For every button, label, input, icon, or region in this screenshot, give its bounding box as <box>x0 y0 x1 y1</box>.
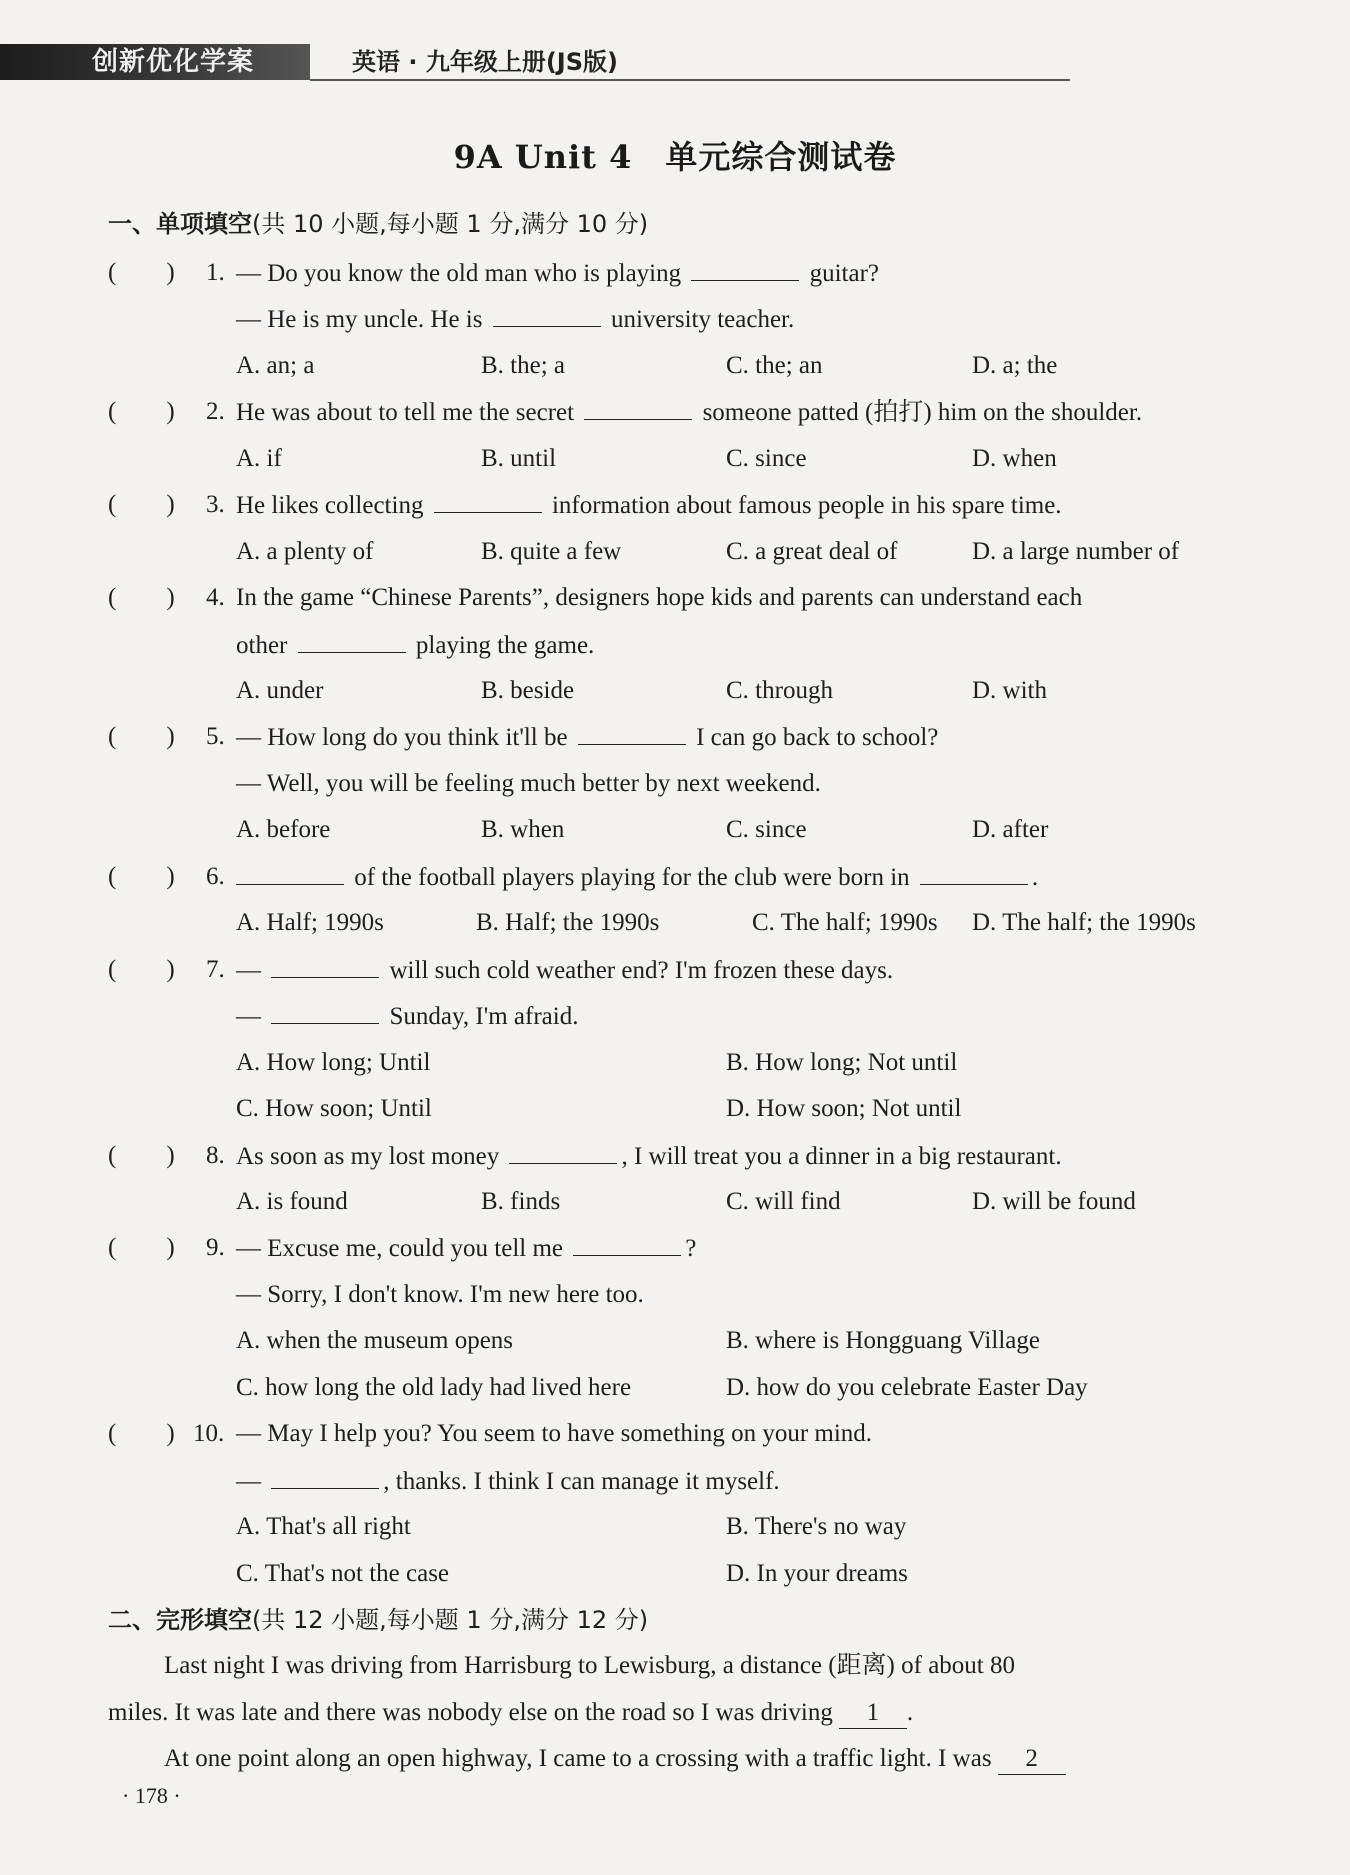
answer-blank[interactable] <box>434 488 542 513</box>
question-10-line-2 <box>236 1464 780 1499</box>
option-d[interactable]: D. after <box>972 816 1049 843</box>
passage-text: . <box>906 1699 914 1726</box>
answer-blank[interactable] <box>691 256 799 281</box>
question-text: university teacher. <box>604 306 795 333</box>
option-a[interactable]: A. a plenty of <box>236 538 374 565</box>
answer-blank[interactable] <box>509 1139 617 1164</box>
question-text: Sunday, I'm afraid. <box>383 1003 579 1030</box>
option-a[interactable]: A. when the museum opens <box>236 1327 514 1354</box>
passage-line-3 <box>164 1742 1066 1776</box>
option-d[interactable]: D. a large number of <box>972 538 1180 565</box>
question-number: 9. <box>206 1234 225 1261</box>
answer-blank[interactable] <box>271 999 379 1024</box>
question-7-line-2 <box>236 999 578 1034</box>
question-number: 1. <box>206 259 225 286</box>
option-a[interactable]: A. under <box>236 677 324 704</box>
option-d[interactable]: D. How soon; Not until <box>726 1095 962 1122</box>
question-1-line-1 <box>236 256 879 291</box>
option-c[interactable]: C. will find <box>726 1188 841 1215</box>
question-text: ? <box>685 1235 697 1262</box>
option-b[interactable]: B. when <box>481 816 565 843</box>
question-text: playing the game. <box>409 632 595 659</box>
page-title: 9A Unit 4 单元综合测试卷 <box>453 138 897 176</box>
option-b[interactable]: B. the; a <box>481 352 566 379</box>
option-d[interactable]: D. when <box>972 445 1057 472</box>
option-c[interactable]: C. the; an <box>726 352 823 379</box>
option-d[interactable]: D. how do you celebrate Easter Day <box>726 1374 1088 1401</box>
question-text: He was about to tell me the secret <box>236 399 581 426</box>
question-9-line-1 <box>236 1231 696 1266</box>
option-a[interactable]: A. an; a <box>236 352 315 379</box>
question-8-line-1 <box>236 1139 1062 1174</box>
question-number: 10. <box>193 1420 225 1447</box>
option-a[interactable]: A. if <box>236 445 282 472</box>
question-5-line-2: — Well, you will be feeling much better by next weekend. <box>236 770 821 797</box>
option-c[interactable]: C. since <box>726 445 807 472</box>
option-c[interactable]: C. how long the old lady had lived here <box>236 1374 632 1401</box>
brand-logo: 创新优化学案 <box>92 47 255 77</box>
question-3-line-1 <box>236 488 1062 523</box>
question-text: of the football players playing for the club were born in <box>348 864 916 891</box>
header-title: 英语 · 九年级上册(JS版) <box>352 48 618 76</box>
option-b[interactable]: B. quite a few <box>481 538 622 565</box>
option-c[interactable]: C. through <box>726 677 833 704</box>
question-6-line-1 <box>232 860 1038 895</box>
option-b[interactable]: B. How long; Not until <box>726 1049 958 1076</box>
answer-blank[interactable] <box>584 395 692 420</box>
section2-heading <box>108 1603 648 1637</box>
question-text: — Do you know the old man who is playing <box>236 260 688 287</box>
question-text: — <box>236 957 268 984</box>
option-d[interactable]: D. a; the <box>972 352 1058 379</box>
question-number: 2. <box>206 398 225 425</box>
option-c[interactable]: C. That's not the case <box>236 1560 450 1587</box>
answer-bracket[interactable]: ( ) <box>108 723 175 750</box>
question-text: — He is my uncle. He is <box>236 306 489 333</box>
passage-line-1: Last night I was driving from Harrisburg to Lewisburg, a distance (距离) of about 80 <box>164 1652 1015 1679</box>
option-b[interactable]: B. There's no way <box>726 1513 907 1540</box>
question-text: I can go back to school? <box>689 724 939 751</box>
question-4-line-2 <box>236 628 594 663</box>
answer-bracket[interactable]: ( ) <box>108 863 175 890</box>
answer-bracket[interactable]: ( ) <box>108 491 175 518</box>
option-b[interactable]: B. where is Hongguang Village <box>726 1327 1040 1354</box>
option-c[interactable]: C. a great deal of <box>726 538 898 565</box>
passage-text: At one point along an open highway, I came to a crossing with a traffic light. I was <box>164 1745 992 1772</box>
question-text: — How long do you think it'll be <box>236 724 574 751</box>
option-b[interactable]: B. Half; the 1990s <box>476 909 660 936</box>
option-a[interactable]: A. is found <box>236 1188 348 1215</box>
option-a[interactable]: A. before <box>236 816 331 843</box>
question-text: . <box>1031 864 1039 891</box>
answer-blank[interactable] <box>236 860 344 885</box>
cloze-blank-1[interactable]: 1 <box>839 1698 907 1729</box>
question-text: someone patted (拍打) him on the shoulder. <box>696 399 1143 426</box>
answer-bracket[interactable]: ( ) <box>108 584 175 611</box>
question-number: 4. <box>206 584 225 611</box>
answer-blank[interactable] <box>493 302 601 327</box>
option-a[interactable]: A. That's all right <box>236 1513 411 1540</box>
answer-bracket[interactable]: ( ) <box>108 259 175 286</box>
question-2-line-1 <box>236 395 1142 430</box>
question-7-line-1 <box>236 953 893 988</box>
answer-bracket[interactable]: ( ) <box>108 1420 175 1447</box>
question-number: 8. <box>206 1142 225 1169</box>
question-5-line-1 <box>236 720 938 755</box>
option-b[interactable]: B. until <box>481 445 557 472</box>
question-text: other <box>236 632 294 659</box>
question-text: information about famous people in his spare time. <box>545 492 1062 519</box>
question-text: will such cold weather end? I'm frozen these days. <box>383 957 894 984</box>
question-text: — <box>236 1468 268 1495</box>
question-text: — Excuse me, could you tell me <box>236 1235 570 1262</box>
question-number: 7. <box>206 956 225 983</box>
section2-title: 二、完形填空 <box>108 1606 252 1634</box>
question-10-line-1: — May I help you? You seem to have something on your mind. <box>236 1420 873 1447</box>
question-text: He likes collecting <box>236 492 430 519</box>
cloze-blank-2[interactable]: 2 <box>998 1744 1066 1775</box>
question-number: 3. <box>206 491 225 518</box>
header-rule <box>310 79 1070 81</box>
section2-note: (共 12 小题,每小题 1 分,满分 12 分) <box>252 1606 649 1634</box>
question-9-line-2: — Sorry, I don't know. I'm new here too. <box>236 1281 644 1308</box>
option-c[interactable]: C. since <box>726 816 807 843</box>
section1-title: 一、单项填空 <box>108 210 252 238</box>
question-number: 5. <box>206 723 225 750</box>
answer-blank[interactable] <box>920 860 1028 885</box>
option-c[interactable]: C. The half; 1990s <box>752 909 938 936</box>
question-text: , thanks. I think I can manage it myself. <box>383 1468 780 1495</box>
answer-blank[interactable] <box>573 1231 681 1256</box>
answer-blank[interactable] <box>578 720 686 745</box>
question-text: As soon as my lost money <box>236 1143 506 1170</box>
passage-text: miles. It was late and there was nobody else on the road so I was driving <box>108 1699 833 1726</box>
answer-bracket[interactable]: ( ) <box>108 1142 175 1169</box>
answer-blank[interactable] <box>271 1464 379 1489</box>
answer-bracket[interactable]: ( ) <box>108 398 175 425</box>
option-b[interactable]: B. finds <box>481 1188 561 1215</box>
question-text: — <box>236 1003 268 1030</box>
answer-blank[interactable] <box>271 953 379 978</box>
option-a[interactable]: A. How long; Until <box>236 1049 431 1076</box>
question-number: 6. <box>206 863 225 890</box>
option-d[interactable]: D. In your dreams <box>726 1560 908 1587</box>
option-d[interactable]: D. will be found <box>972 1188 1136 1215</box>
question-4-line-1: In the game “Chinese Parents”, designers hope kids and parents can understand each <box>236 584 1083 611</box>
option-d[interactable]: D. The half; the 1990s <box>972 909 1196 936</box>
page-number: · 178 · <box>122 1783 181 1808</box>
passage-line-2 <box>108 1696 913 1730</box>
answer-bracket[interactable]: ( ) <box>108 1234 175 1261</box>
answer-bracket[interactable]: ( ) <box>108 956 175 983</box>
option-d[interactable]: D. with <box>972 677 1047 704</box>
answer-blank[interactable] <box>298 628 406 653</box>
section1-note: (共 10 小题,每小题 1 分,满分 10 分) <box>252 210 649 238</box>
question-text: , I will treat you a dinner in a big restaurant. <box>621 1143 1062 1170</box>
option-b[interactable]: B. beside <box>481 677 575 704</box>
question-1-line-2 <box>236 302 794 337</box>
option-c[interactable]: C. How soon; Until <box>236 1095 432 1122</box>
option-a[interactable]: A. Half; 1990s <box>236 909 384 936</box>
section1-heading <box>108 207 648 241</box>
question-text: guitar? <box>803 260 880 287</box>
